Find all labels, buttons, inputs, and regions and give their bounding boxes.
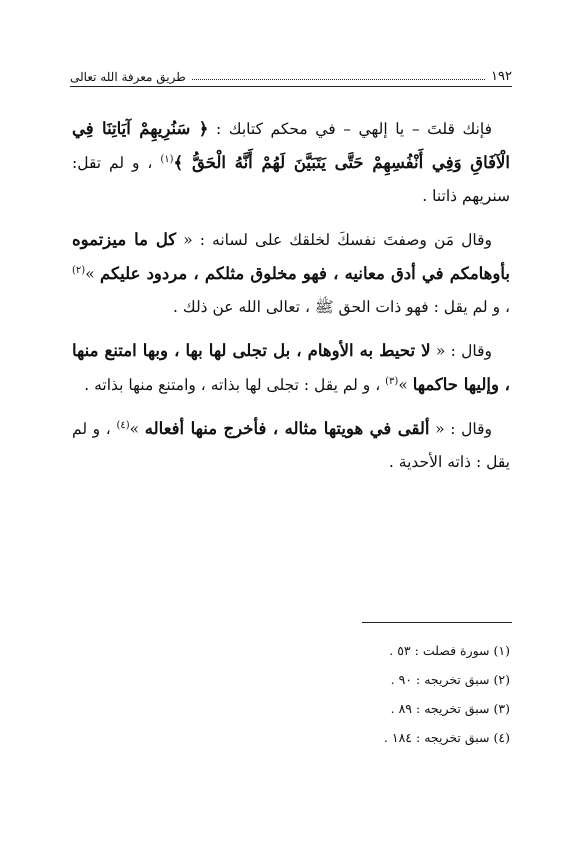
paragraph-text: وقال : « [429, 420, 493, 438]
footnotes [72, 636, 510, 752]
paragraph-text: » [398, 376, 413, 394]
paragraph-3 [72, 334, 510, 402]
footnote-ref: (٢) [72, 264, 86, 276]
paragraph-1 [72, 112, 510, 213]
paragraph-text: وقال : « [430, 342, 492, 360]
quoted-saying: ألقى في هويتها مثاله ، فأخرج منها أفعاله [144, 419, 430, 438]
paragraph-text: وقال مَن وصفتَ نفسكَ لخلقك على لسانه : « [176, 231, 492, 249]
header-dot-leader [192, 79, 485, 80]
page-number: ١٩٢ [491, 69, 512, 84]
paragraph-text: ، و لم يقل : تجلى لها بذاته ، وامتنع منها بذاته . [84, 376, 386, 394]
page-header [70, 62, 512, 84]
footnote-2: (٢) سبق تخريجه : ٩٠ . [390, 672, 510, 687]
footnote-ref: (٣) [385, 375, 399, 387]
paragraph-text: » [129, 420, 145, 438]
paragraph-text: ، و لم يقل : فهو ذات الحق ﷺ ، تعالى الله عن ذلك . [173, 298, 510, 316]
paragraph-text: » [85, 265, 101, 283]
running-title: طريق معرفة الله تعالى [70, 70, 186, 84]
paragraph-2 [72, 223, 510, 324]
paragraph-text: ، و لم تقل: سنريهم ذاتنا . [72, 154, 510, 205]
footnote-ref: (١) [160, 153, 174, 165]
footnote-separator [362, 622, 512, 623]
paragraph-text: فإنك قلتَ – يا إلهي – في محكم كتابك : [208, 120, 493, 138]
quran-verse: ﴿ سَنُرِيهِمْ آيَاتِنَا فِي الْآفَاقِ وَفِي أَنْفُسِهِمْ حَتَّى يَتَبَيَّنَ لَهُمْ أَنَّهُ الْحَقُّ ﴾ [72, 119, 510, 172]
quoted-saying: لا تحيط به الأوهام ، بل تجلى لها بها ، وبها امتنع منها ، وإليها حاكمها [72, 341, 510, 394]
paragraph-text: ، و لم يقل : ذاته الأحدية . [72, 420, 510, 471]
footnote-4: (٤) سبق تخريجه : ١٨٤ . [383, 730, 510, 745]
paragraph-4 [72, 412, 510, 479]
footnote-1: (١) سورة فصلت : ٥٣ . [389, 643, 510, 658]
footnote-ref: (٤) [116, 419, 130, 431]
quoted-saying: كل ما ميزتموه بأوهامكم في أدق معانيه ، فهو مخلوق مثلكم ، مردود عليكم [72, 230, 510, 283]
body-text [72, 112, 510, 489]
header-rule [70, 86, 512, 87]
footnote-3: (٣) سبق تخريجه : ٨٩ . [390, 701, 510, 716]
